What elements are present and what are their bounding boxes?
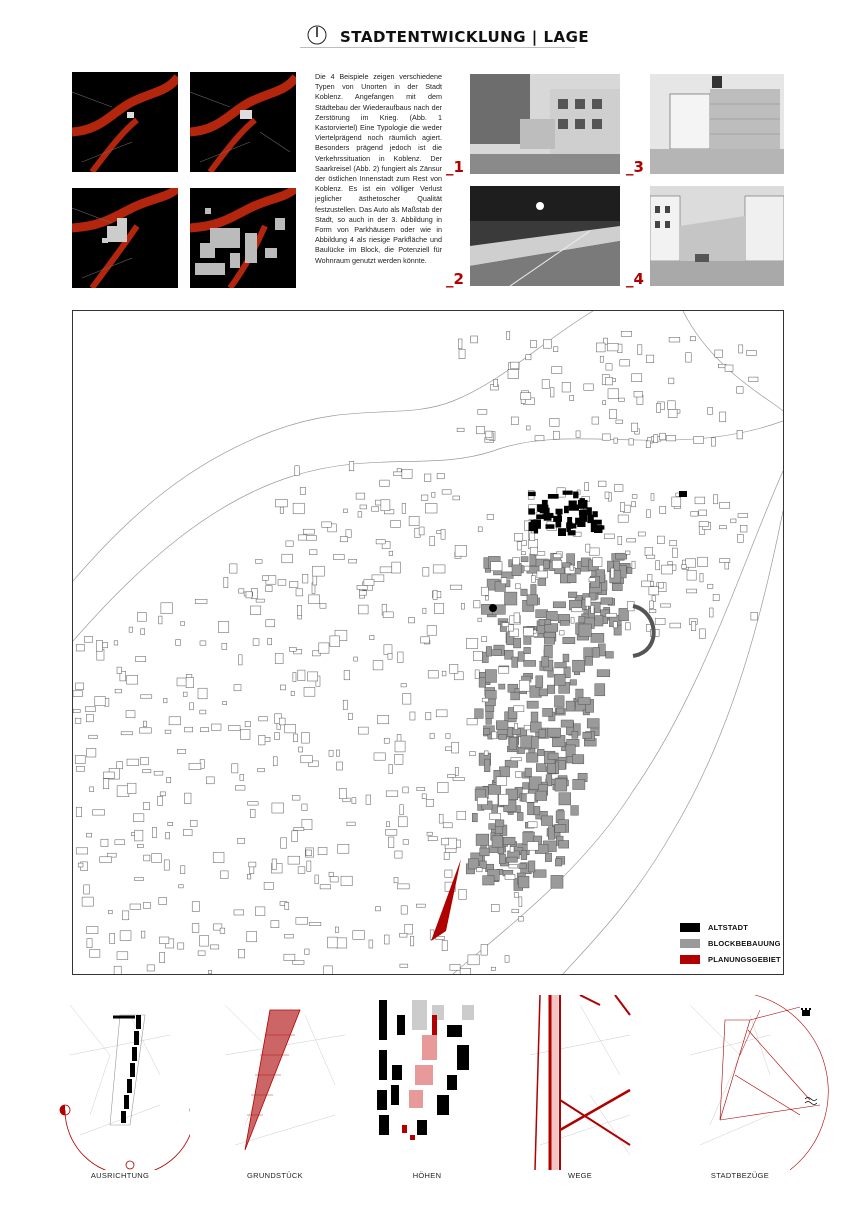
diagram-ausrichtung bbox=[50, 995, 190, 1170]
intro-paragraph: Die 4 Beispiele zeigen verschiedene Typen von Unorten in der Stadt Koblenz. Angefangen mit dem Städtebau der Wiederaufbaus nach der Zerstörung im Krieg. (Abb. 1 Kastorviertel) Eine Typologie die weder Viertelprägend noch räumlich agiert. Besonders prägend jedoch ist die Verkehrssituation in Koblenz. Der Saarkreisel (Abb. 2) fungiert als Zänsur der östlichen Innenstadt zum Rest von Koblenz. Es ist ein völliger Verlust jeglicher ästhetoscher Qualität festzustellen. Das Auto als Maßstab der Stadt, so auch in der 3. Abbildung in Form von Parkhäusern oder wie in Abbildung 4 als riesige Parkfläche und Baulücke im Block, die Potenziell für Wohnraum genutzt werden könnte. bbox=[315, 72, 442, 265]
site-plan-map bbox=[72, 310, 784, 975]
photo-number-1: _1 bbox=[446, 158, 464, 176]
compass-icon bbox=[306, 24, 328, 46]
photo-3 bbox=[650, 74, 784, 174]
diagram-label-wege: WEGE bbox=[567, 1171, 593, 1180]
map-legend bbox=[680, 920, 781, 968]
diagram-label-grundstueck: GRUNDSTÜCK bbox=[247, 1171, 303, 1180]
diagram-label-stadtbezuege: STADTBEZÜGE bbox=[710, 1171, 770, 1180]
diagram-stadtbezuege bbox=[680, 995, 830, 1170]
legend-item-blockbebauung bbox=[680, 936, 781, 950]
legend-swatch-planungsgebiet bbox=[680, 955, 700, 964]
mini-map-4 bbox=[190, 188, 296, 288]
legend-swatch-altstadt bbox=[680, 923, 700, 932]
legend-label-planungsgebiet: PLANUNGSGEBIET bbox=[708, 954, 781, 964]
river-wave-icon bbox=[805, 1098, 817, 1105]
legend-item-altstadt bbox=[680, 920, 781, 934]
diagram-grundstueck bbox=[215, 995, 355, 1170]
castle-icon bbox=[801, 1008, 811, 1016]
mini-map-2 bbox=[190, 72, 296, 172]
photo-number-2: _2 bbox=[446, 270, 464, 288]
page-title: STADTENTWICKLUNG | LAGE bbox=[340, 28, 590, 46]
title-divider bbox=[300, 47, 575, 48]
legend-label-altstadt: ALTSTADT bbox=[708, 922, 749, 932]
legend-label-blockbebauung: BLOCKBEBAUUNG bbox=[708, 938, 781, 948]
photo-1 bbox=[470, 74, 620, 174]
diagram-label-hoehen: HÖHEN bbox=[412, 1171, 442, 1180]
diagram-hoehen bbox=[377, 995, 477, 1170]
mini-map-1 bbox=[72, 72, 178, 172]
photo-number-3: _3 bbox=[626, 158, 644, 176]
diagram-label-ausrichtung: AUSRICHTUNG bbox=[90, 1171, 150, 1180]
photo-number-4: _4 bbox=[626, 270, 644, 288]
legend-item-planungsgebiet bbox=[680, 952, 781, 966]
photo-2 bbox=[470, 186, 620, 286]
site-plan-drawing bbox=[73, 311, 783, 974]
photo-4 bbox=[650, 186, 784, 286]
diagram-wege bbox=[520, 995, 640, 1170]
legend-swatch-blockbebauung bbox=[680, 939, 700, 948]
mini-map-3 bbox=[72, 188, 178, 288]
